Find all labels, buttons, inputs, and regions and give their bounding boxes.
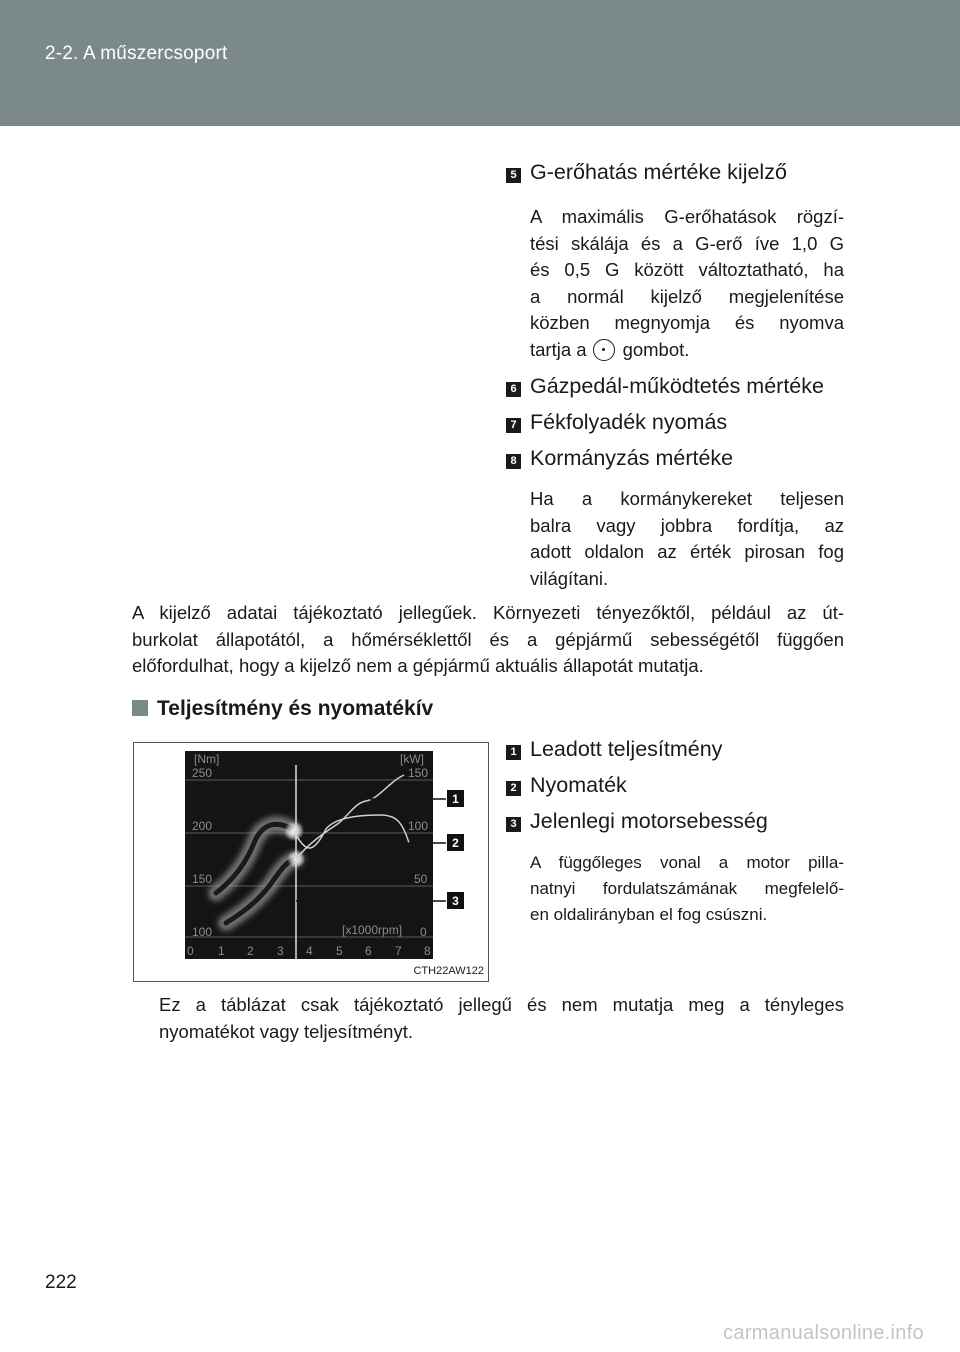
item-number-badge: 2 [506,781,521,796]
note-text: gombot. [622,338,690,360]
note-line: világítani. [530,567,609,589]
item-number-badge: 6 [506,382,521,397]
steering-note [530,486,844,592]
x-tick: 8 [424,944,431,958]
right-tick: 0 [420,925,427,939]
right-unit-label: [kW] [400,752,424,766]
note-line [530,337,844,364]
note-line: natnyi fordulatszámának megfelelő- [530,879,844,898]
page-number: 222 [45,1272,77,1293]
note-text: tartja a [530,338,587,360]
callout-badges [447,790,464,909]
paragraph-line: nyomatékot vagy teljesítményt. [159,1020,413,1042]
x-tick: 7 [395,944,402,958]
note-line: tési skálája és a G-erő íve 1,0 G [530,232,844,254]
power-torque-screen [134,743,488,981]
note-line: közben megnyomja és nyomva [530,312,844,333]
item-number-badge: 5 [506,168,521,183]
chart-note-paragraph [159,992,844,1045]
power-torque-figure [133,742,489,982]
note-line: A maximális G-erőhatások rögzí- [530,206,844,227]
x-tick: 0 [187,944,194,958]
section-marker-icon [132,700,148,716]
paragraph-line: előfordulhat, hogy a kijelző nem a gépjármű aktuális állapotát mutatja. [132,655,704,676]
note-line: balra vagy jobbra fordítja, az [530,514,844,536]
right-tick: 100 [408,819,429,833]
item-label: Jelenlegi motorsebesség [530,809,768,833]
callout-number: 3 [452,894,459,908]
item-label: Fékfolyadék nyomás [530,410,728,434]
item-number-badge: 7 [506,418,521,433]
item-label: Kormányzás mértéke [530,446,734,470]
note-line: adott oldalon az érték pirosan fog [530,541,844,562]
section-heading-text: Teljesítmény és nyomatékív [157,697,434,720]
rpm-note [530,850,844,928]
right-tick: 50 [414,872,428,886]
note-line: Ha a kormánykereket teljesen [530,488,844,509]
callout-number: 1 [452,792,459,806]
x-tick: 1 [218,944,225,958]
paragraph-line: Ez a táblázat csak tájékoztató jellegű és nem mutatja meg a tényleges [159,994,844,1015]
item-label: Gázpedál-működtetés mértéke [530,374,824,398]
item-number-badge: 3 [506,817,521,832]
paragraph-line: A kijelző adatai tájékoztató jellegűek. Környezeti tényezőktől, például az út- [132,602,844,623]
note-line: és 0,5 G között változtatható, ha [530,259,844,280]
item-label: G-erőhatás mértéke kijelző [530,160,787,184]
x-tick: 4 [306,944,313,958]
g-force-note [530,204,844,363]
paragraph-line: burkolat állapotától, a hőmérséklettől és a gépjármű sebességétől függően [132,628,844,650]
disclaimer-paragraph [132,600,844,680]
note-line: en oldalirányban el fog csúszni. [530,905,768,924]
section-title: 2-2. A műszercsoport [45,43,228,64]
round-button-icon [593,339,615,361]
left-tick: 250 [192,766,213,780]
left-unit-label: [Nm] [194,752,220,766]
item-number-badge: 1 [506,745,521,760]
item-number-badge: 8 [506,454,521,469]
section-heading [132,697,433,721]
item-label: Nyomaték [530,773,627,797]
page-header [0,0,960,126]
watermark-text: carmanualsonline.info [723,1322,924,1344]
note-line: A függőleges vonal a motor pilla- [530,853,844,872]
note-line: a normál kijelző megjelenítése [530,285,844,307]
left-tick: 100 [192,925,213,939]
x-tick: 2 [247,944,254,958]
x-tick: 5 [336,944,343,958]
figure-code: CTH22AW122 [413,965,484,977]
right-tick: 150 [408,766,429,780]
left-tick: 150 [192,872,213,886]
callout-number: 2 [452,836,459,850]
x-unit-label: [x1000rpm] [342,923,403,937]
x-tick: 3 [277,944,284,958]
item-label: Leadott teljesítmény [530,737,723,761]
left-tick: 200 [192,819,213,833]
x-tick: 6 [365,944,372,958]
